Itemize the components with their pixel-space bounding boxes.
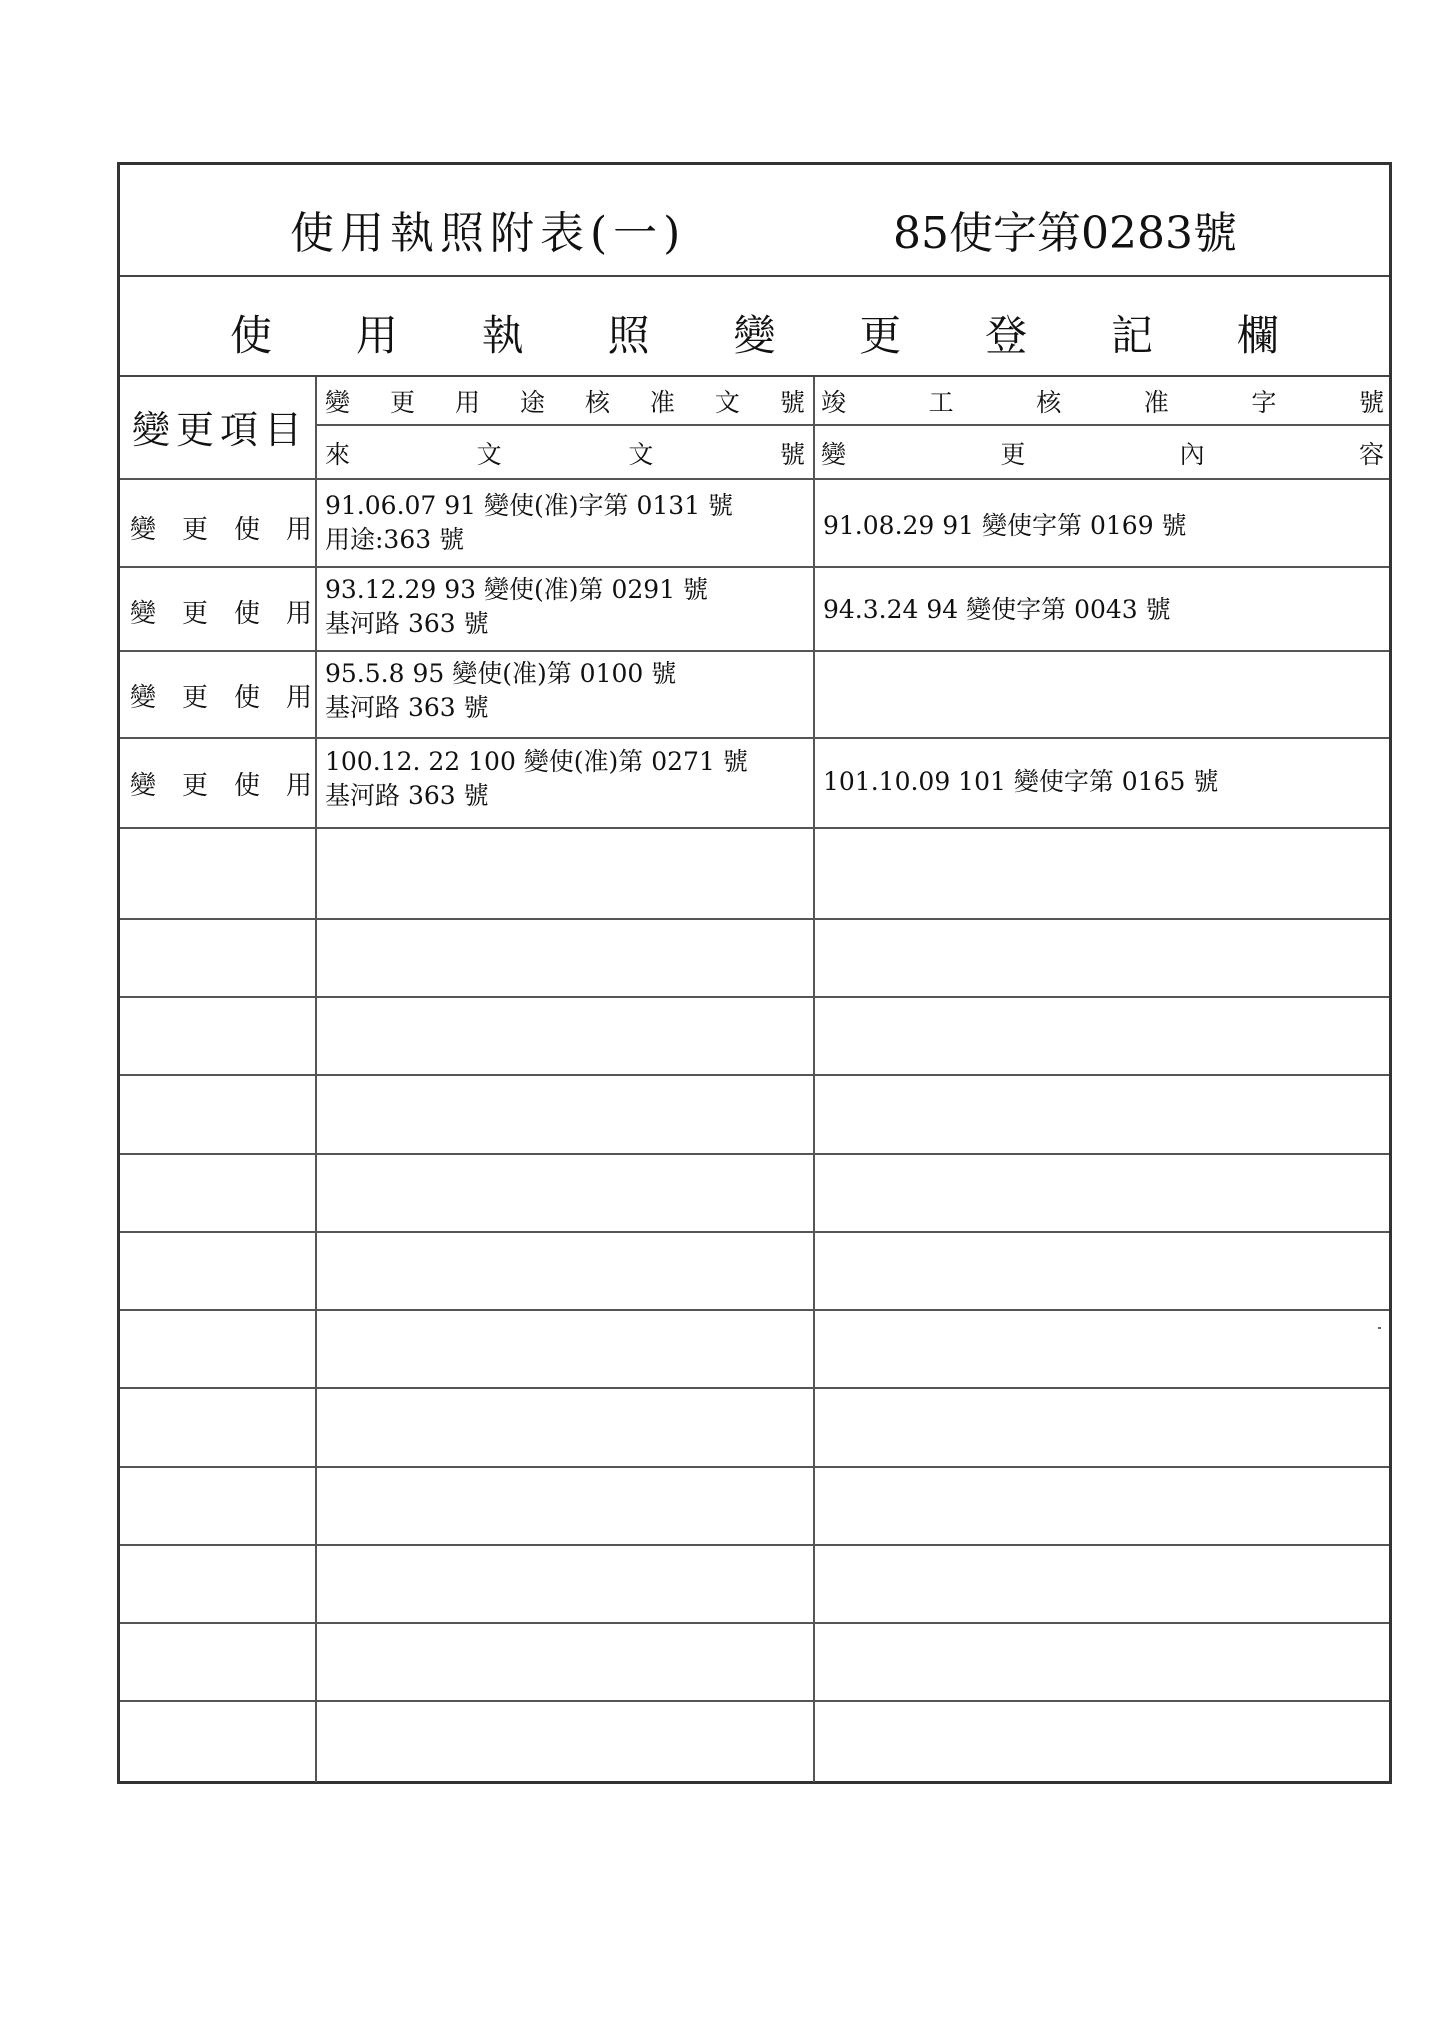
row-approval-line2: 基河路 363 號 bbox=[325, 693, 489, 722]
header-change-content bbox=[821, 435, 1384, 471]
header-char: 號 bbox=[1358, 388, 1384, 417]
item-char: 用 bbox=[285, 771, 312, 801]
section-title-char: 變 bbox=[733, 311, 776, 360]
row-divider bbox=[120, 827, 1389, 829]
header-char: 內 bbox=[1179, 440, 1205, 469]
row-divider bbox=[120, 650, 1389, 652]
header-char: 文 bbox=[628, 440, 654, 469]
row-approval-line2: 用途:363 號 bbox=[325, 525, 465, 554]
row-divider bbox=[120, 1153, 1389, 1155]
item-char: 使 bbox=[233, 599, 260, 629]
header-char: 工 bbox=[928, 388, 954, 417]
row-approval-line2: 基河路 363 號 bbox=[325, 781, 489, 810]
item-char: 變 bbox=[130, 771, 157, 801]
item-char: 變 bbox=[130, 515, 157, 545]
header-char: 號 bbox=[779, 440, 805, 469]
row-change-item bbox=[130, 765, 312, 802]
row-divider bbox=[120, 1466, 1389, 1468]
row-divider bbox=[120, 918, 1389, 920]
row-divider bbox=[120, 1074, 1389, 1076]
header-char: 更 bbox=[1000, 440, 1026, 469]
license-table-frame bbox=[117, 162, 1392, 1784]
item-char: 用 bbox=[285, 599, 312, 629]
header-char: 變 bbox=[325, 388, 351, 417]
header-char: 竣 bbox=[821, 388, 847, 417]
section-title-char: 更 bbox=[859, 311, 902, 360]
section-title-char: 使 bbox=[230, 311, 273, 360]
header-char: 文 bbox=[714, 388, 740, 417]
item-char: 用 bbox=[285, 683, 312, 713]
header-char: 更 bbox=[389, 388, 415, 417]
header-char: 准 bbox=[1143, 388, 1169, 417]
header-change-item: 變更項目 bbox=[132, 408, 309, 452]
row-divider bbox=[120, 1544, 1389, 1546]
title-row bbox=[120, 165, 1389, 277]
section-title-char: 用 bbox=[355, 311, 398, 360]
item-char: 使 bbox=[233, 771, 260, 801]
item-char: 用 bbox=[285, 515, 312, 545]
header-char: 號 bbox=[779, 388, 805, 417]
item-char: 變 bbox=[130, 599, 157, 629]
row-approval-line2: 基河路 363 號 bbox=[325, 609, 489, 638]
section-title bbox=[230, 303, 1279, 363]
row-approval-line1: 91.06.07 91 變使(准)字第 0131 號 bbox=[325, 491, 734, 520]
row-divider bbox=[120, 996, 1389, 998]
header-char: 途 bbox=[519, 388, 545, 417]
row-divider bbox=[120, 1622, 1389, 1624]
section-title-char: 照 bbox=[607, 311, 650, 360]
license-number: 85使字第0283號 bbox=[893, 208, 1237, 259]
header-divider bbox=[315, 424, 1389, 426]
header-char: 用 bbox=[454, 388, 480, 417]
item-char: 更 bbox=[181, 683, 208, 713]
row-divider bbox=[120, 1700, 1389, 1702]
document-title: 使用執照附表(一) bbox=[290, 208, 687, 259]
header-char: 容 bbox=[1358, 440, 1384, 469]
row-completion: 91.08.29 91 變使字第 0169 號 bbox=[823, 511, 1187, 540]
row-approval-line1: 100.12. 22 100 變使(准)第 0271 號 bbox=[325, 747, 748, 776]
header-incoming-doc bbox=[325, 435, 805, 471]
header-char: 變 bbox=[821, 440, 847, 469]
header-char: 核 bbox=[1036, 388, 1062, 417]
header-approval-doc bbox=[325, 383, 805, 419]
header-completion-doc bbox=[821, 383, 1384, 419]
section-title-row bbox=[120, 277, 1389, 377]
item-char: 使 bbox=[233, 515, 260, 545]
section-title-char: 欄 bbox=[1236, 311, 1279, 360]
row-divider bbox=[120, 737, 1389, 739]
row-divider bbox=[120, 1231, 1389, 1233]
row-approval-line1: 95.5.8 95 變使(准)第 0100 號 bbox=[325, 659, 677, 688]
row-completion: 94.3.24 94 變使字第 0043 號 bbox=[823, 595, 1171, 624]
row-change-item bbox=[130, 593, 312, 630]
row-divider bbox=[120, 1309, 1389, 1311]
section-title-char: 執 bbox=[481, 311, 524, 360]
header-char: 准 bbox=[649, 388, 675, 417]
section-title-char: 記 bbox=[1111, 311, 1154, 360]
row-change-item bbox=[130, 677, 312, 714]
header-bottom-line bbox=[120, 478, 1389, 480]
section-title-char: 登 bbox=[985, 311, 1028, 360]
item-char: 變 bbox=[130, 683, 157, 713]
item-char: 更 bbox=[181, 515, 208, 545]
row-divider bbox=[120, 566, 1389, 568]
row-change-item bbox=[130, 509, 312, 546]
scan-mark bbox=[1378, 1327, 1381, 1329]
row-approval-line1: 93.12.29 93 變使(准)第 0291 號 bbox=[325, 575, 709, 604]
item-char: 更 bbox=[181, 599, 208, 629]
row-divider bbox=[120, 1387, 1389, 1389]
header-char: 字 bbox=[1251, 388, 1277, 417]
row-completion: 101.10.09 101 變使字第 0165 號 bbox=[823, 767, 1219, 796]
header-char: 核 bbox=[584, 388, 610, 417]
item-char: 使 bbox=[233, 683, 260, 713]
item-char: 更 bbox=[181, 771, 208, 801]
column-divider bbox=[813, 377, 815, 1782]
header-char: 文 bbox=[476, 440, 502, 469]
header-char: 來 bbox=[325, 440, 351, 469]
column-divider bbox=[315, 377, 317, 1782]
